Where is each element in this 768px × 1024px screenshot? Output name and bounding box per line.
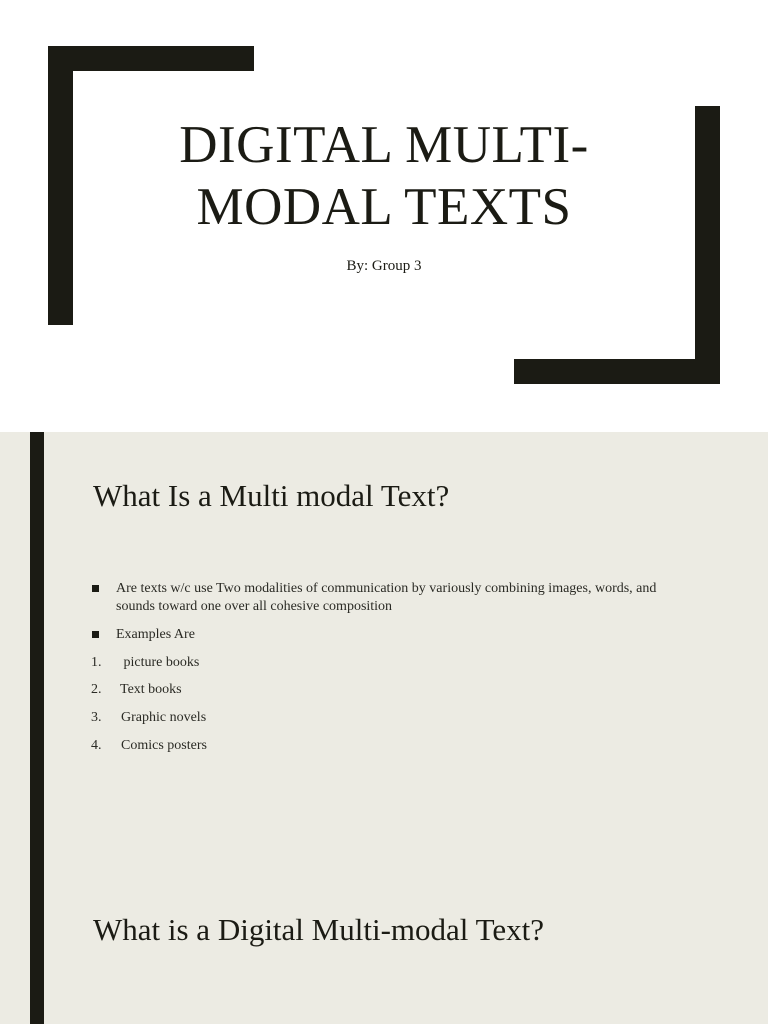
slide-title-line-2: MODAL TEXTS [196, 178, 572, 236]
content-slide-digital-multimodal [0, 864, 768, 1024]
list-text: Graphic novels [121, 710, 207, 725]
square-bullet-icon [92, 585, 99, 592]
slide-subtitle: By: Group 3 [346, 258, 422, 274]
accent-bar [30, 432, 44, 864]
slide-title [0, 114, 768, 238]
accent-bar [30, 864, 44, 1024]
bullet-text: Examples Are [116, 627, 195, 642]
list-number: 1. [91, 655, 102, 670]
list-number: 4. [91, 738, 102, 753]
frame-bar-top-left-horizontal [48, 46, 254, 71]
list-text: Comics posters [121, 738, 207, 753]
square-bullet-icon [92, 631, 99, 638]
list-text: Text books [120, 682, 182, 697]
bullet-text: Are texts w/c use Two modalities of communication by variously combining images, words, and sounds toward one over all cohesive composition [116, 581, 657, 614]
slide-title-line-1: DIGITAL MULTI- [179, 116, 589, 174]
slide-heading: What Is a Multi modal Text? [93, 478, 450, 513]
slide-heading: What is a Digital Multi-modal Text? [93, 912, 544, 947]
list-number: 3. [91, 710, 102, 725]
title-slide [0, 0, 768, 432]
frame-bar-bottom-right-horizontal [514, 359, 720, 384]
content-slide-multimodal [0, 432, 768, 864]
list-number: 2. [91, 682, 102, 697]
list-text: picture books [120, 655, 200, 670]
